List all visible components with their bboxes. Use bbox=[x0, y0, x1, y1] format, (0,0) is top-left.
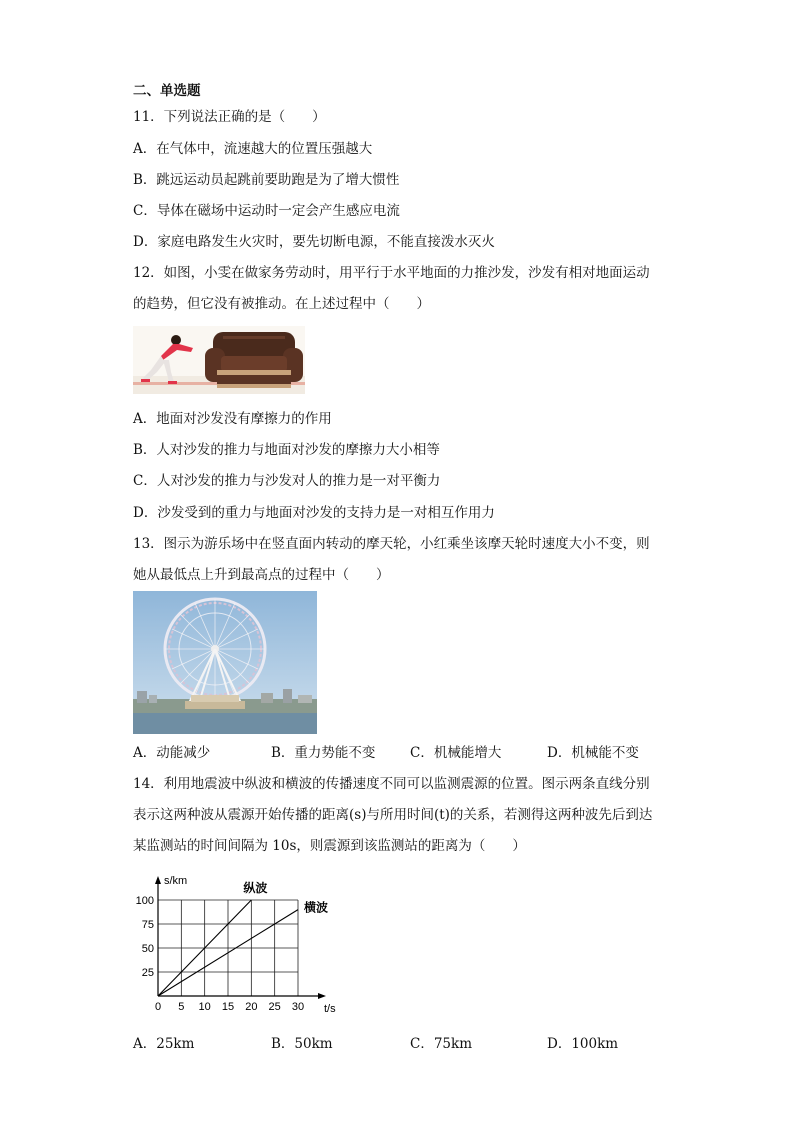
question-11-stem: 11．下列说法正确的是（ ） bbox=[133, 109, 326, 125]
ferris-wheel-image bbox=[133, 591, 317, 734]
q11-option-c[interactable]: C．导体在磁场中运动时一定会产生感应电流 bbox=[133, 203, 400, 219]
x-tick-label: 5 bbox=[178, 1001, 185, 1013]
question-14-stem-line1: 14．利用地震波中纵波和横波的传播速度不同可以监测震源的位置。图示两条直线分别 bbox=[133, 776, 650, 792]
sofa-pushing-image bbox=[133, 326, 305, 394]
x-tick-label: 25 bbox=[268, 1001, 281, 1013]
question-12-stem-line1: 12．如图，小雯在做家务劳动时，用平行于水平地面的力推沙发，沙发有相对地面运动 bbox=[133, 265, 650, 281]
q14-option-d[interactable]: D．100km bbox=[547, 1036, 619, 1052]
q11-option-a[interactable]: A．在气体中，流速越大的位置压强越大 bbox=[133, 141, 373, 157]
y-axis-label: s/km bbox=[164, 875, 188, 887]
q14-option-b[interactable]: B．50km bbox=[271, 1036, 333, 1052]
y-tick-label: 50 bbox=[141, 943, 154, 955]
question-13-stem-line2: 她从最低点上升到最高点的过程中（ ） bbox=[133, 567, 390, 583]
x-tick-label: 0 bbox=[154, 1001, 162, 1013]
q12-option-c[interactable]: C．人对沙发的推力与沙发对人的推力是一对平衡力 bbox=[133, 473, 441, 489]
x-tick-label: 15 bbox=[221, 1001, 235, 1013]
q11-option-d[interactable]: D．家庭电路发生火灾时，要先切断电源，不能直接泼水灭火 bbox=[133, 234, 495, 250]
question-14-stem-line2: 表示这两种波从震源开始传播的距离(s)与所用时间(t)的关系，若测得这两种波先后到达 bbox=[133, 807, 653, 823]
x-tick-label: 10 bbox=[198, 1001, 211, 1013]
question-13-stem-line1: 13．图示为游乐场中在竖直面内转动的摩天轮，小红乘坐该摩天轮时速度大小不变，则 bbox=[133, 536, 650, 552]
x-tick-label: 20 bbox=[245, 1001, 258, 1013]
series-label: 纵波 bbox=[243, 881, 268, 895]
x-axis-arrow bbox=[318, 993, 326, 999]
y-tick-label: 100 bbox=[135, 895, 154, 907]
question-14-stem-line3: 某监测站的时间间隔为 10s，则震源到该监测站的距离为（ ） bbox=[133, 838, 526, 854]
q13-option-d[interactable]: D．机械能不变 bbox=[547, 745, 639, 761]
series-label: 横波 bbox=[304, 900, 329, 915]
x-axis-label: t/s bbox=[324, 1003, 336, 1015]
x-tick-label: 30 bbox=[291, 1001, 305, 1013]
q12-option-d[interactable]: D．沙发受到的重力与地面对沙发的支持力是一对相互作用力 bbox=[133, 505, 495, 521]
q11-option-b[interactable]: B．跳远运动员起跳前要助跑是为了增大惯性 bbox=[133, 172, 400, 188]
y-tick-label: 25 bbox=[141, 967, 154, 979]
q13-option-a[interactable]: A．动能减少 bbox=[133, 745, 211, 761]
distance-time-chart bbox=[126, 868, 346, 1018]
q13-option-b[interactable]: B．重力势能不变 bbox=[271, 745, 376, 761]
q14-option-a[interactable]: A．25km bbox=[133, 1036, 195, 1052]
q14-option-c[interactable]: C．75km bbox=[410, 1036, 472, 1052]
q12-option-a[interactable]: A．地面对沙发没有摩擦力的作用 bbox=[133, 411, 332, 427]
section-title: 二、单选题 bbox=[133, 83, 201, 99]
question-12-stem-line2: 的趋势，但它没有被推动。在上述过程中（ ） bbox=[133, 296, 430, 312]
y-axis-arrow bbox=[155, 876, 161, 884]
q12-option-b[interactable]: B．人对沙发的推力与地面对沙发的摩擦力大小相等 bbox=[133, 442, 440, 458]
q13-option-c[interactable]: C．机械能增大 bbox=[410, 745, 502, 761]
y-tick-label: 75 bbox=[141, 919, 154, 931]
